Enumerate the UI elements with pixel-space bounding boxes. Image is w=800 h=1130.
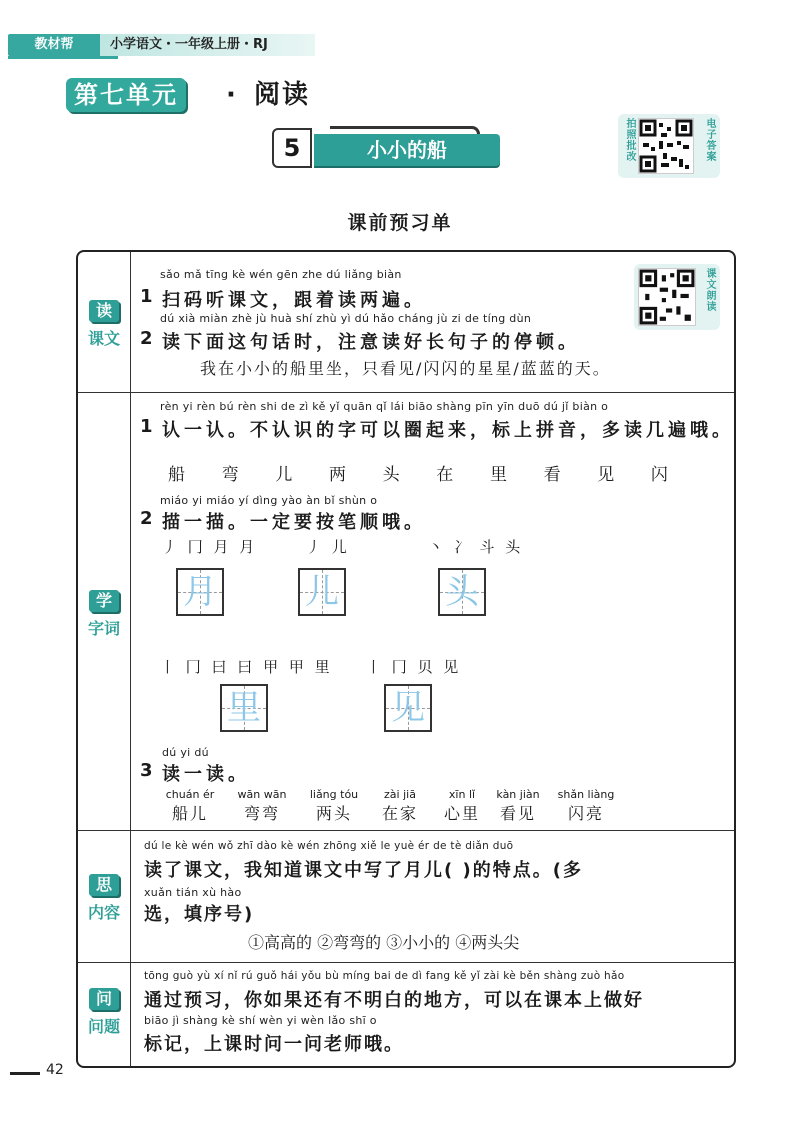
word-hanzi: 看见 xyxy=(499,804,536,823)
word-item xyxy=(432,788,492,824)
word-hanzi: 船儿 xyxy=(171,804,208,823)
sheet-title: 课前预习单 xyxy=(347,212,453,234)
think-instruction: 选，填序号) xyxy=(144,904,255,925)
qr-right-label: 电子答案 xyxy=(704,118,715,162)
char-item[interactable]: 两 xyxy=(328,465,346,485)
word-hanzi: 闪亮 xyxy=(567,804,604,823)
writing-grid-yue[interactable] xyxy=(176,568,224,616)
word-pinyin: xīn lǐ xyxy=(448,788,476,801)
unit-badge: 第七单元 xyxy=(66,78,186,112)
think-label: 内容 xyxy=(87,903,120,922)
trace-char-er: 儿 xyxy=(305,572,339,612)
word-item xyxy=(304,788,364,824)
row-divider-2 xyxy=(78,830,734,831)
answer-qr-card[interactable] xyxy=(618,114,720,178)
writing-grid-er[interactable] xyxy=(298,568,346,616)
recognize-characters xyxy=(168,460,668,485)
page-number-mark xyxy=(10,1072,40,1075)
word-pinyin: zài jiā xyxy=(384,788,416,801)
read-sentence: 我在小小的船里坐，只看见/闪闪的星星/蓝蓝的天。 xyxy=(200,359,611,378)
header-rule xyxy=(8,56,118,59)
word-hanzi: 弯弯 xyxy=(243,804,280,823)
learn-item1-number: 1 xyxy=(140,416,157,437)
qr-left-label: 拍照批改 xyxy=(624,118,635,162)
reading-qr-label: 课文朗读 xyxy=(704,268,715,312)
word-pinyin: liǎng tóu xyxy=(309,788,359,801)
trace-char-tou: 头 xyxy=(445,572,479,612)
learn-label: 字词 xyxy=(87,619,120,638)
trace-char-li: 里 xyxy=(227,688,261,728)
char-item[interactable]: 儿 xyxy=(275,465,293,485)
read-badge: 读 xyxy=(89,300,119,322)
word-item xyxy=(550,788,622,824)
stroke-order-tou: 丶 冫 斗 头 xyxy=(428,538,524,556)
word-item xyxy=(370,788,430,824)
char-item[interactable]: 里 xyxy=(489,465,507,485)
row-divider-3 xyxy=(78,962,734,963)
reading-qr-card[interactable] xyxy=(634,264,720,330)
learn-badge: 学 xyxy=(89,590,119,612)
read-item2-text: 读下面这句话时，注意读好长句子的停顿。 xyxy=(162,332,580,353)
learn-item3-number: 3 xyxy=(140,760,157,781)
read-item1-number: 1 xyxy=(140,286,157,307)
unit-subtitle: 阅读 xyxy=(254,80,311,110)
learn-item3-text: 读一读。 xyxy=(162,764,250,785)
lesson-number: 5 xyxy=(272,128,312,168)
word-item xyxy=(232,788,292,824)
read-item2-number: 2 xyxy=(140,328,157,349)
stroke-order-li: 丨 冂 曰 曰 甲 甲 里 xyxy=(160,658,333,676)
page-number: 42 xyxy=(46,1062,64,1078)
learn-item2-pinyin: miáo yi miáo yí dìng yào àn bǐ shùn o xyxy=(160,494,378,507)
stroke-order-jian: 丨 冂 贝 见 xyxy=(366,658,462,676)
book-title: 小学语文・一年级上册・RJ xyxy=(100,34,315,56)
read-label: 课文 xyxy=(87,329,120,348)
row-divider-1 xyxy=(78,392,734,393)
think-line1-pinyin: dú le kè wén wǒ zhī dào kè wén zhōng xiě le yuè ér de tè diǎn duō xyxy=(144,840,514,852)
learn-item2-text: 描一描。一定要按笔顺哦。 xyxy=(162,512,426,533)
word-hanzi: 心里 xyxy=(443,804,480,823)
word-hanzi: 两头 xyxy=(315,804,352,823)
char-item[interactable]: 弯 xyxy=(221,465,239,485)
think-badge: 思 xyxy=(89,874,119,896)
learn-item1-text: 认一认。不认识的字可以圈起来，标上拼音，多读几遍哦。 xyxy=(162,420,734,441)
read-item1-text: 扫码听课文，跟着读两遍。 xyxy=(162,290,426,311)
writing-grid-jian[interactable] xyxy=(384,684,432,732)
word-pinyin: wān wān xyxy=(237,788,287,801)
char-item[interactable]: 闪 xyxy=(650,465,668,485)
read-item1-pinyin: sǎo mǎ tīng kè wén gēn zhe dú liǎng biàn xyxy=(160,268,402,281)
word-hanzi: 在家 xyxy=(381,804,418,823)
ask-line1-text: 通过预习，你如果还有不明白的地方，可以在课本上做好 xyxy=(144,990,644,1011)
trace-char-yue: 月 xyxy=(183,572,217,612)
ask-line1-pinyin: tōng guò yù xí nǐ rú guǒ hái yǒu bù míng bai de dì fang kě yǐ zài kè běn shàng zuò hǎo xyxy=(144,970,625,982)
ask-line2-text: 标记，上课时问一问老师哦。 xyxy=(144,1034,404,1055)
section-ask xyxy=(78,988,130,1037)
think-line2-pinyin: xuǎn tián xù hào xyxy=(144,886,242,899)
think-question: 读了课文，我知道课文中写了月儿( )的特点。(多 xyxy=(144,860,583,881)
read-item2-pinyin: dú xià miàn zhè jù huà shí zhù yì dú hǎo cháng jù zi de tíng dùn xyxy=(160,312,532,325)
qr-code-icon[interactable] xyxy=(638,118,694,174)
char-item[interactable]: 见 xyxy=(597,465,615,485)
writing-grid-li[interactable] xyxy=(220,684,268,732)
unit-dot: · xyxy=(226,80,236,110)
char-item[interactable]: 看 xyxy=(543,465,561,485)
ask-line2-pinyin: biāo jì shàng kè shí wèn yi wèn lǎo shī o xyxy=(144,1014,377,1027)
section-think xyxy=(78,874,130,923)
word-pinyin: kàn jiàn xyxy=(496,788,540,801)
section-read xyxy=(78,300,130,349)
table-column-divider xyxy=(130,252,131,1066)
char-item[interactable]: 在 xyxy=(436,465,454,485)
stroke-order-er: 丿 儿 xyxy=(306,538,350,556)
trace-char-jian: 见 xyxy=(391,688,425,728)
learn-item2-number: 2 xyxy=(140,508,157,529)
ask-badge: 问 xyxy=(89,988,119,1010)
word-pinyin: chuán ér xyxy=(165,788,215,801)
brand-label: 教材帮 xyxy=(8,34,100,56)
word-pinyin: shǎn liàng xyxy=(557,788,615,801)
ask-label: 问题 xyxy=(87,1017,120,1036)
section-learn xyxy=(78,590,130,639)
reading-qr-icon[interactable] xyxy=(638,268,696,326)
word-item xyxy=(488,788,548,824)
char-item[interactable]: 船 xyxy=(168,465,185,485)
answer-options[interactable]: ①高高的 ②弯弯的 ③小小的 ④两头尖 xyxy=(248,933,520,952)
learn-item3-pinyin: dú yi dú xyxy=(162,746,209,759)
lesson-title: 小小的船 xyxy=(314,134,500,166)
char-item[interactable]: 头 xyxy=(382,465,400,485)
stroke-order-yue: 丿 冂 月 月 xyxy=(162,538,258,556)
word-item xyxy=(160,788,220,824)
learn-item1-pinyin: rèn yi rèn bú rèn shi de zì kě yǐ quān qǐ lái biāo shàng pīn yīn duō dú jǐ biàn o xyxy=(160,400,609,413)
writing-grid-tou[interactable] xyxy=(438,568,486,616)
